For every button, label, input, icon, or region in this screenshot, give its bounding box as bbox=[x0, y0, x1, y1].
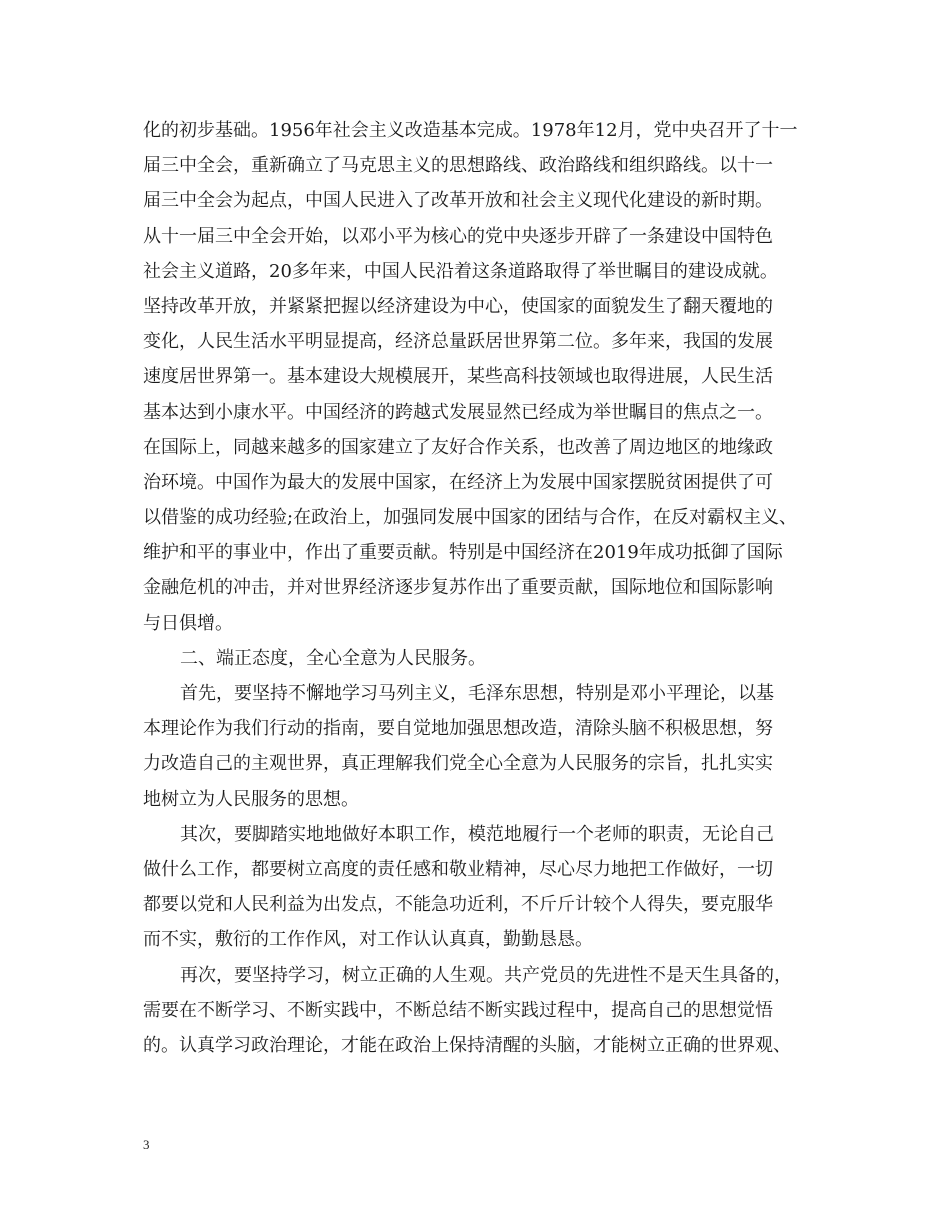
page-number: 3 bbox=[143, 1137, 150, 1152]
text-line: 都要以党和人民利益为出发点，不能急功近利，不斤斤计较个人得失，要克服华 bbox=[143, 894, 773, 916]
text-line: 社会主义道路，20多年来，中国人民沿着这条道路取得了举世瞩目的建设成就。 bbox=[143, 260, 778, 282]
text-line: 变化，人民生活水平明显提高，经济总量跃居世界第二位。多年来，我国的发展 bbox=[143, 331, 773, 353]
text-line: 其次，要脚踏实地地做好本职工作，模范地履行一个老师的职责，无论自己 bbox=[180, 823, 774, 845]
text-line: 与日俱增。 bbox=[143, 612, 233, 634]
text-line: 维护和平的事业中，作出了重要贡献。特别是中国经济在2019年成功抵御了国际 bbox=[143, 542, 783, 564]
text-line: 基本达到小康水平。中国经济的跨越式发展显然已经成为举世瞩目的焦点之一。 bbox=[143, 401, 773, 423]
text-line: 首先，要坚持不懈地学习马列主义，毛泽东思想，特别是邓小平理论，以基 bbox=[180, 683, 774, 704]
text-line: 本理论作为我们行动的指南，要自觉地加强思想改造，清除头脑不积极思想，努 bbox=[143, 718, 773, 740]
body-text bbox=[143, 113, 813, 1063]
text-line: 地树立为人民服务的思想。 bbox=[143, 788, 359, 810]
section-heading: 二、端正态度，全心全意为人民服务。 bbox=[180, 647, 486, 669]
text-line: 坚持改革开放，并紧紧把握以经济建设为中心，使国家的面貌发生了翻天覆地的 bbox=[143, 295, 773, 317]
text-line: 在国际上，同越来越多的国家建立了友好合作关系，也改善了周边地区的地缘政 bbox=[143, 436, 773, 458]
text-line: 从十一届三中全会开始，以邓小平为核心的党中央逐步开辟了一条建设中国特色 bbox=[143, 225, 773, 247]
text-line: 金融危机的冲击，并对世界经济逐步复苏作出了重要贡献，国际地位和国际影响 bbox=[143, 577, 773, 599]
text-line: 速度居世界第一。基本建设大规模展开，某些高科技领域也取得进展，人民生活 bbox=[143, 366, 773, 388]
text-line: 需要在不断学习、不断实践中，不断总结不断实践过程中，提高自己的思想觉悟 bbox=[143, 999, 773, 1021]
text-line: 届三中全会为起点，中国人民进入了改革开放和社会主义现代化建设的新时期。 bbox=[143, 190, 773, 212]
text-line: 再次，要坚持学习，树立正确的人生观。共产党员的先进性不是天生具备的， bbox=[180, 964, 792, 986]
text-line: 以借鉴的成功经验;在政治上，加强同发展中国家的团结与合作，在反对霸权主义、 bbox=[143, 507, 798, 529]
text-line: 力改造自己的主观世界，真正理解我们党全心全意为人民服务的宗旨，扎扎实实 bbox=[143, 753, 773, 775]
text-line: 治环境。中国作为最大的发展中国家，在经济上为发展中国家摆脱贫困提供了可 bbox=[143, 471, 773, 493]
text-line: 化的初步基础。1956年社会主义改造基本完成。1978年12月，党中央召开了十一 bbox=[143, 120, 798, 141]
text-line: 的。认真学习政治理论，才能在政治上保持清醒的头脑，才能树立正确的世界观、 bbox=[143, 1034, 791, 1056]
text-line: 届三中全会，重新确立了马克思主义的思想路线、政治路线和组织路线。以十一 bbox=[143, 155, 773, 177]
text-line: 做什么工作，都要树立高度的责任感和敬业精神，尽心尽力地把工作做好，一切 bbox=[143, 858, 773, 880]
text-line: 而不实，敷衍的工作作风，对工作认认真真，勤勤恳恳。 bbox=[143, 929, 593, 951]
